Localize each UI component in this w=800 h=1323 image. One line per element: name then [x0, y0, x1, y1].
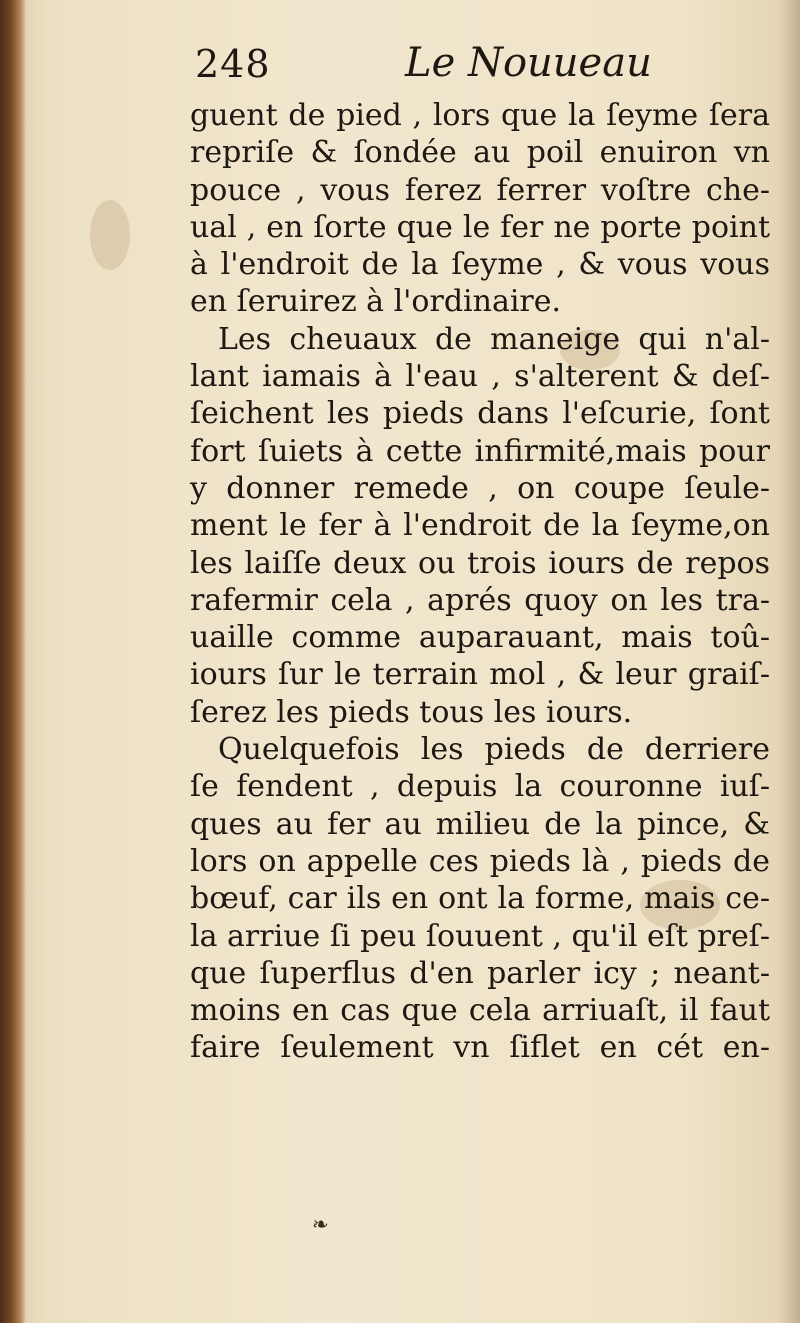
text-line: à l'endroit de la ſeyme , & vous vous: [190, 247, 770, 283]
text-line: en ſeruirez à l'ordinaire.: [190, 284, 562, 320]
text-line: ual , en ſorte que le fer ne porte point: [190, 209, 770, 245]
text-line: ſerez les pieds tous les iours.: [190, 694, 633, 730]
foxing-stain: [90, 200, 130, 270]
text-line: la arriue ſi peu ſouuent , qu'il eſt preſ-: [190, 918, 770, 954]
ornament-mark: ❧: [312, 1212, 329, 1236]
text-line: bœuf, car ils en ont la forme, mais ce-: [190, 881, 770, 917]
text-line: y donner remede , on coupe ſeule-: [190, 470, 770, 506]
text-line: guent de pied , lors que la ſeyme ſera: [190, 98, 770, 133]
text-line: ques au fer au milieu de la pince, &: [190, 806, 770, 842]
book-spine: [0, 0, 26, 1323]
text-line: lors on appelle ces pieds là , pieds de: [190, 843, 770, 879]
text-line: Les cheuaux de maneige qui n'al-: [218, 321, 770, 357]
text-line: les laiſſe deux ou trois iours de repos: [190, 545, 770, 581]
text-line: pouce , vous ferez ferrer voſtre che-: [190, 172, 770, 208]
page-number: 248: [195, 42, 271, 86]
text-line: rafermir cela , aprés quoy on les tra-: [190, 582, 770, 618]
text-line: ment le fer à l'endroit de la ſeyme,on: [190, 508, 770, 544]
text-line: fort ſuiets à cette infirmité,mais pour: [190, 433, 770, 469]
text-line: moins en cas que cela arriuaſt, il faut: [190, 993, 770, 1029]
text-line: lant iamais à l'eau , s'alterent & deſ-: [190, 359, 770, 395]
text-line: faire ſeulement vn ſiflet en cét en-: [190, 1030, 770, 1066]
page-header: [195, 38, 755, 94]
text-line: iours ſur le terrain mol , & leur graiſ-: [190, 657, 770, 693]
text-line: Quelquefois les pieds de derriere: [218, 732, 770, 768]
text-line: que ſuperflus d'en parler icy ; neant-: [190, 955, 770, 991]
text-line: ſeichent les pieds dans l'eſcurie, ſont: [190, 396, 770, 432]
running-title: Le Nouueau: [405, 40, 652, 86]
text-line: uaille comme auparauant, mais toû-: [190, 620, 770, 656]
text-line: ſe fendent , depuis la couronne iuſ-: [190, 769, 770, 805]
page-edge-shadow: [778, 0, 800, 1323]
text-line: repriſe & ſondée au poil enuiron vn: [190, 135, 770, 171]
body-text: [190, 97, 770, 1067]
